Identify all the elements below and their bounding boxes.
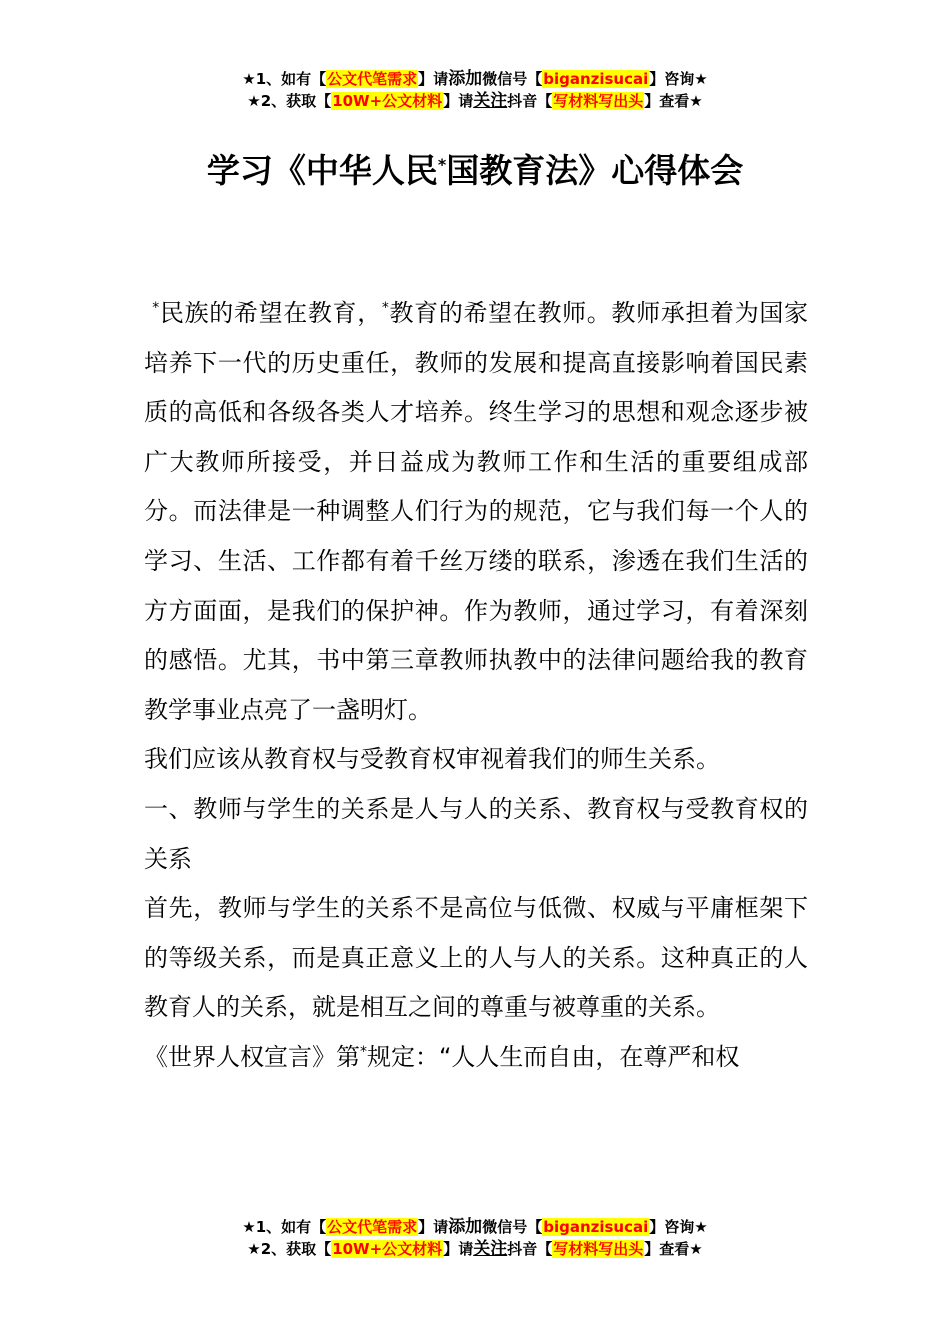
document-title: 学习《中华人民*国教育法》心得体会 — [206, 151, 744, 190]
star-icon: ★ — [242, 70, 256, 88]
highlight-service: 公文代笔需求 — [327, 70, 418, 88]
promo-banner-top — [0, 68, 950, 112]
highlight-wechat-id: biganzisucai — [543, 70, 649, 88]
paragraph-declaration: 《世界人权宣言》第*规定：“人人生而自由，在尊严和权 — [144, 1042, 740, 1071]
redaction-mark: * — [437, 155, 447, 174]
emphasis-add: 添加 — [448, 1217, 483, 1237]
document-body — [144, 289, 808, 1187]
highlight-materials: 10W+公文材料 — [332, 92, 443, 110]
promo-line-1: ★1、如有【公文代笔需求】请添加微信号【biganzisucai】咨询★ — [242, 69, 708, 89]
redaction-mark: * — [381, 300, 389, 316]
emphasis-add: 添加 — [448, 69, 483, 89]
star-icon: ★ — [247, 1240, 261, 1258]
paragraph-intro: *民族的希望在教育，*教育的希望在教师。教师承担着为国家培养下一代的历史重任，教师的发展和提高直接影响着国民素质的高低和各级各类人才培养。终生学习的思想和观念逐步被广大教师所接受，并日益成为教师工作和生活的重要组成部分。而法律是一种调整人们行为的规范，它与我们每一个人的学习、生活、工作都有着千丝万缕的联系，渗透在我们生活的方方面面，是我们的保护神。作为教师，通过学习，有着深刻的感悟。尤其，书中第三章教师执教中的法律问题给我的教育教学事业点亮了一盏明灯。 — [144, 299, 808, 724]
highlight-materials: 10W+公文材料 — [332, 1240, 443, 1258]
redaction-mark: * — [152, 300, 160, 316]
highlight-douyin-id: 写材料写出头 — [553, 1240, 644, 1258]
promo-banner-bottom — [0, 1216, 950, 1260]
star-icon: ★ — [242, 1218, 256, 1236]
promo-line-1: ★1、如有【公文代笔需求】请添加微信号【biganzisucai】咨询★ — [242, 1217, 708, 1237]
promo-line-2: ★2、获取【10W+公文材料】请关注抖音【写材料写出头】查看★ — [247, 91, 703, 111]
highlight-service: 公文代笔需求 — [327, 1218, 418, 1236]
promo-line-2: ★2、获取【10W+公文材料】请关注抖音【写材料写出头】查看★ — [247, 1239, 703, 1259]
emphasis-follow: 关注 — [473, 91, 508, 111]
emphasis-follow: 关注 — [473, 1239, 508, 1259]
highlight-wechat-id: biganzisucai — [543, 1218, 649, 1236]
star-icon: ★ — [247, 92, 261, 110]
paragraph-first: 首先，教师与学生的关系不是高位与低微、权威与平庸框架下的等级关系，而是真正意义上的人与人的关系。这种真正的人教育人的关系，就是相互之间的尊重与被尊重的关系。 — [144, 894, 808, 1022]
highlight-douyin-id: 写材料写出头 — [553, 92, 644, 110]
redaction-mark: * — [360, 1043, 367, 1060]
section-heading-1: 一、教师与学生的关系是人与人的关系、教育权与受教育权的关系 — [144, 794, 808, 873]
paragraph-relationship: 我们应该从教育权与受教育权审视着我们的师生关系。 — [144, 745, 720, 774]
